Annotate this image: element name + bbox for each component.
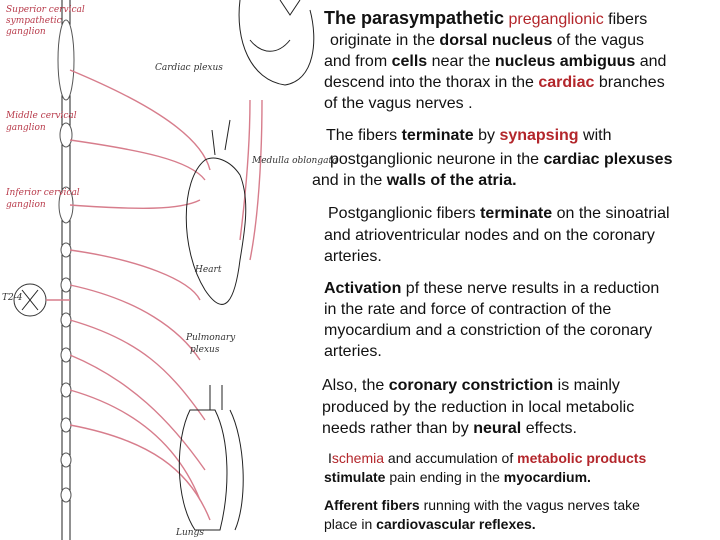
- nerve-fibers: [46, 70, 262, 520]
- text: by: [478, 127, 495, 144]
- term-dorsal-nucleus: dorsal nucleus: [439, 32, 553, 49]
- label-spinal-segment: T2-4: [2, 293, 23, 303]
- term-cardiovascular-reflexes: cardiovascular reflexes.: [376, 516, 536, 532]
- vagus-nerve-diagram: [0, 0, 338, 540]
- text: pf these nerve results in a reduction: [405, 280, 660, 297]
- paragraph-origin-title: The parasympathetic: [324, 8, 505, 28]
- label-pulmonary-plexus-1: Pulmonary: [186, 333, 236, 343]
- term-cardiac: cardiac: [538, 74, 595, 91]
- text: is mainly: [557, 377, 620, 394]
- label-medulla: Medulla oblongata: [252, 156, 338, 166]
- paragraph-termination-line3: [312, 171, 517, 191]
- paragraph-afferent-line2: [324, 515, 536, 534]
- paragraph-postganglionic-line3: [324, 247, 382, 267]
- text: and accumulation of: [387, 450, 514, 466]
- lungs-illustration: [179, 385, 243, 530]
- label-lungs: Lungs: [176, 528, 204, 538]
- text: in the rate and force of contraction of the: [324, 301, 612, 318]
- label-superior-ganglion-3: ganglion: [6, 27, 46, 37]
- text: myocardium and a constriction of the coronary: [324, 322, 653, 339]
- text: branches: [598, 74, 665, 91]
- text: I: [328, 450, 332, 466]
- label-inferior-ganglion-2: ganglion: [6, 200, 46, 210]
- term-myocardium: myocardium.: [503, 469, 591, 485]
- text: pain ending in the: [389, 469, 500, 485]
- text: The fibers: [326, 127, 398, 144]
- label-superior-ganglion-1: Superior cervical: [6, 5, 85, 15]
- text: of the vagus: [556, 32, 644, 49]
- text: and from: [324, 53, 388, 70]
- term-neural: neural: [473, 420, 522, 437]
- label-pulmonary-plexus-2: plexus: [190, 345, 220, 355]
- text: effects.: [525, 420, 577, 437]
- paragraph-activation-line2: [324, 300, 611, 320]
- paragraph-origin-line2: [330, 31, 644, 51]
- text: produced by the reduction in local metabolic: [322, 399, 635, 416]
- term-preganglionic: preganglionic: [508, 11, 604, 28]
- medulla-oblongata: [239, 0, 314, 85]
- paragraph-postganglionic-line1: [328, 204, 670, 224]
- text: postganglionic neurone in the: [330, 151, 540, 168]
- text: arteries.: [324, 343, 382, 360]
- paragraph-origin-line5: [324, 94, 473, 114]
- text: with: [583, 127, 612, 144]
- text: place in: [324, 516, 373, 532]
- term-afferent-fibers: Afferent fibers: [324, 497, 420, 513]
- text: descend into the thorax in the: [324, 74, 534, 91]
- text: running with the vagus nerves take: [423, 497, 640, 513]
- label-superior-ganglion-2: sympathetic: [6, 16, 62, 26]
- term-stimulate: stimulate: [324, 469, 386, 485]
- paragraph-termination-line2: [330, 150, 672, 170]
- term-metabolic-products: metabolic products: [517, 450, 647, 466]
- paragraph-coronary-line1: [322, 376, 620, 396]
- label-middle-ganglion-2: ganglion: [6, 123, 46, 133]
- term-terminate: terminate: [401, 127, 474, 144]
- paragraph-termination-line1: [326, 126, 611, 146]
- term-activation: Activation: [324, 280, 402, 297]
- paragraph-activation-line1: [324, 279, 659, 299]
- text: on the sinoatrial: [556, 205, 670, 222]
- label-middle-ganglion-1: Middle cervical: [6, 111, 77, 121]
- term-ischemia: schemia: [331, 450, 385, 466]
- text: Postganglionic fibers: [328, 205, 476, 222]
- paragraph-activation-line3: [324, 321, 652, 341]
- heart-illustration: [186, 120, 246, 304]
- paragraph-ischemia-line1: [328, 449, 646, 468]
- paragraph-coronary-line3: [322, 419, 577, 439]
- paragraph-postganglionic-line2: [324, 226, 655, 246]
- paragraph-ischemia-line2: [324, 468, 591, 487]
- sympathetic-chain: [58, 0, 74, 540]
- text: arteries.: [324, 248, 382, 265]
- paragraph-origin: [324, 8, 647, 30]
- text: near the: [431, 53, 491, 70]
- paragraph-coronary-line2: [322, 398, 634, 418]
- term-cells: cells: [391, 53, 428, 70]
- term-terminate: terminate: [480, 205, 553, 222]
- term-nucleus-ambiguus: nucleus ambiguus: [494, 53, 636, 70]
- text: and atrioventricular nodes and on the coronary: [324, 227, 655, 244]
- term-coronary-constriction: coronary constriction: [388, 377, 554, 394]
- paragraph-activation-line4: [324, 342, 382, 362]
- term-cardiac-plexuses: cardiac plexuses: [543, 151, 673, 168]
- text: and: [639, 53, 667, 70]
- paragraph-afferent-line1: [324, 496, 640, 515]
- paragraph-origin-line4: [324, 73, 665, 93]
- label-heart: Heart: [195, 265, 222, 275]
- text-fibers: fibers: [608, 11, 648, 28]
- text: and in the: [312, 172, 383, 189]
- text: needs rather than by: [322, 420, 469, 437]
- label-cardiac-plexus: Cardiac plexus: [155, 63, 223, 73]
- term-walls-of-atria: walls of the atria.: [386, 172, 517, 189]
- label-inferior-ganglion-1: Inferior cervical: [6, 188, 80, 198]
- text: originate in the: [330, 32, 435, 49]
- paragraph-origin-line3: [324, 52, 666, 72]
- text: of the vagus nerves .: [324, 95, 473, 112]
- text: Also, the: [322, 377, 385, 394]
- term-synapsing: synapsing: [499, 127, 579, 144]
